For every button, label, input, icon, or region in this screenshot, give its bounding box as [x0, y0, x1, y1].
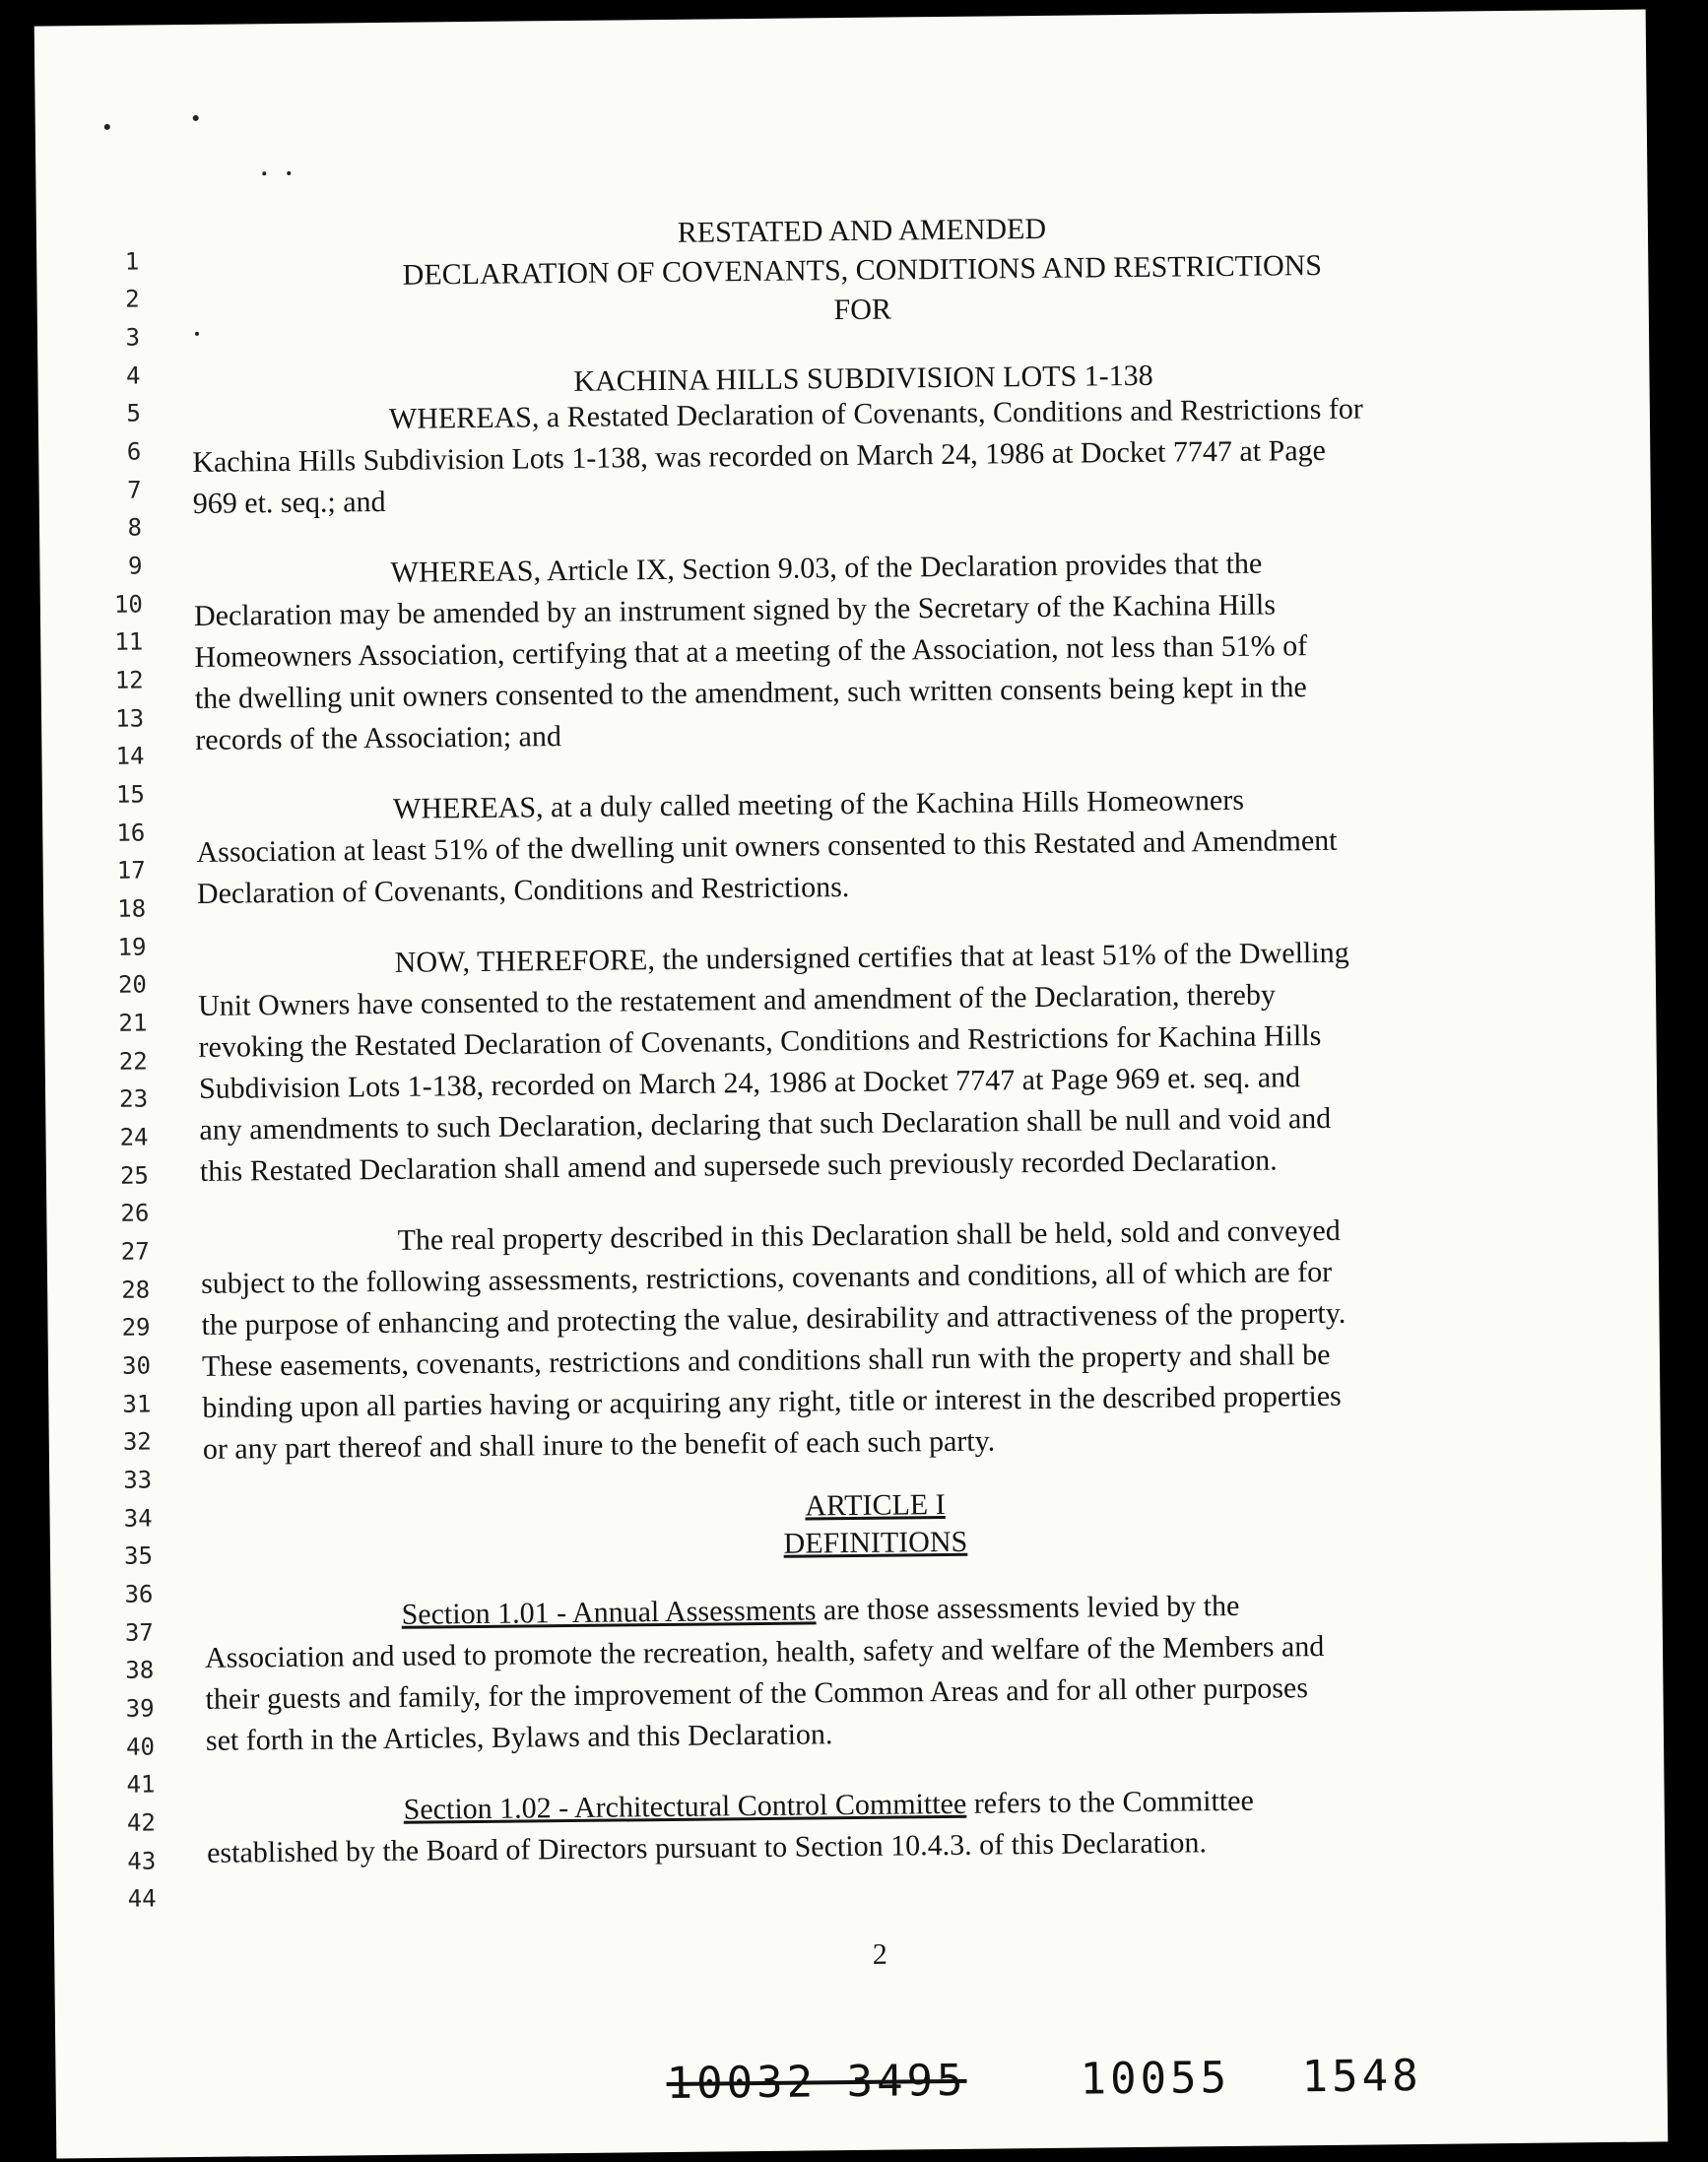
line-number: 33 — [123, 1466, 153, 1494]
scan-speck — [193, 115, 199, 121]
section-1-01-text: are those assessments levied by the — [816, 1589, 1240, 1627]
section-1-02-line-1 — [404, 1785, 1254, 1827]
title-line-3: FOR — [833, 293, 892, 327]
section-1-02-text: refers to the Committee — [966, 1784, 1254, 1820]
paragraph-1-line-2: Kachina Hills Subdivision Lots 1-138, was recorded on March 24, 1986 at Docket 7747 at Page — [192, 433, 1327, 479]
section-1-01-line-4: set forth in the Articles, Bylaws and this Declaration. — [205, 1718, 833, 1757]
line-number: 7 — [127, 476, 142, 504]
line-number: 29 — [121, 1313, 151, 1342]
paragraph-2-line-3: Homeowners Association, certifying that at a meeting of the Association, not less than 51% of — [194, 629, 1308, 674]
line-number: 4 — [125, 361, 141, 390]
line-number: 1 — [124, 247, 140, 276]
paragraph-4-line-6: this Restated Declaration shall amend and supersede such previously recorded Declaration. — [199, 1144, 1278, 1188]
line-number: 8 — [127, 513, 143, 542]
page-stamp: 1548 — [1301, 2050, 1422, 2103]
paragraph-5-line-6: or any part thereof and shall inure to the benefit of each such party. — [202, 1424, 996, 1466]
section-1-01-line-1 — [401, 1590, 1239, 1632]
line-number: 36 — [124, 1580, 154, 1608]
line-number: 25 — [119, 1161, 150, 1190]
paragraph-1-line-3: 969 et. seq.; and — [192, 485, 386, 520]
line-number: 34 — [123, 1504, 153, 1533]
line-number: 12 — [114, 666, 144, 694]
paragraph-4-line-1: NOW, THEREFORE, the undersigned certifies that at least 51% of the Dwelling — [394, 936, 1349, 979]
line-number: 6 — [126, 437, 142, 466]
line-number: 20 — [117, 970, 148, 999]
document-page — [34, 9, 1669, 2158]
section-1-01-line-3: their guests and family, for the improvement of the Common Areas and for all other purposes — [205, 1671, 1309, 1716]
line-number: 5 — [126, 399, 141, 427]
line-number: 44 — [127, 1884, 157, 1913]
section-1-02-title: Section 1.02 - Architectural Control Committee — [403, 1787, 967, 1826]
line-number: 22 — [118, 1047, 148, 1076]
line-number: 23 — [119, 1084, 149, 1113]
paragraph-5-line-4: These easements, covenants, restrictions and conditions shall run with the property and shall be — [201, 1338, 1331, 1383]
article-subheading: DEFINITIONS — [783, 1525, 968, 1560]
page-number: 2 — [872, 1937, 887, 1971]
paragraph-5-line-2: subject to the following assessments, restrictions, covenants and conditions, all of which are for — [200, 1255, 1333, 1300]
line-number: 37 — [124, 1618, 154, 1647]
paragraph-5-line-1: The real property described in this Declaration shall be held, sold and conveyed — [397, 1213, 1341, 1257]
paragraph-2-line-4: the dwelling unit owners consented to the amendment, such written consents being kept in the — [194, 671, 1307, 715]
line-number: 41 — [126, 1770, 156, 1799]
paragraph-3-line-1: WHEREAS, at a duly called meeting of the Kachina Hills Homeowners — [392, 783, 1245, 825]
section-1-01-title: Section 1.01 - Annual Assessments — [401, 1594, 817, 1631]
struck-docket-number: 10032 3495 — [666, 2055, 967, 2110]
line-number: 32 — [122, 1427, 152, 1456]
title-line-2: DECLARATION OF COVENANTS, CONDITIONS AND RESTRICTIONS — [402, 248, 1323, 292]
line-number: 27 — [120, 1237, 150, 1266]
paragraph-4-line-2: Unit Owners have consented to the restatement and amendment of the Declaration, thereby — [197, 978, 1277, 1022]
line-number: 9 — [127, 552, 143, 580]
line-number: 42 — [126, 1808, 156, 1837]
paragraph-5-line-5: binding upon all parties having or acquiring any right, title or interest in the described properties — [202, 1379, 1342, 1424]
line-number: 2 — [125, 285, 140, 313]
section-1-01-line-2: Association and used to promote the recreation, health, safety and welfare of the Members and — [204, 1630, 1325, 1674]
scan-speck — [104, 124, 110, 130]
scan-speck — [287, 171, 291, 175]
paragraph-3-line-2: Association at least 51% of the dwelling unit owners consented to this Restated and Amendment — [196, 823, 1338, 869]
section-1-02-line-2: established by the Board of Directors pursuant to Section 10.4.3. of this Declaration. — [206, 1826, 1208, 1869]
line-number: 11 — [114, 627, 144, 656]
line-number: 21 — [118, 1009, 148, 1037]
scan-speck — [262, 171, 266, 175]
line-number: 17 — [116, 856, 146, 884]
line-number: 16 — [116, 819, 146, 847]
title-line-4: KACHINA HILLS SUBDIVISION LOTS 1-138 — [573, 359, 1153, 398]
line-number: 38 — [125, 1656, 155, 1684]
line-number: 31 — [122, 1390, 152, 1418]
line-number: 35 — [123, 1541, 154, 1570]
paragraph-4-line-5: any amendments to such Declaration, declaring that such Declaration shall be null and void and — [199, 1101, 1332, 1147]
paragraph-4-line-3: revoking the Restated Declaration of Covenants, Conditions and Restrictions for Kachina Hills — [198, 1019, 1322, 1064]
article-heading: ARTICLE I — [805, 1488, 946, 1523]
line-number: 24 — [119, 1123, 149, 1151]
paragraph-5-line-3: the purpose of enhancing and protecting the value, desirability and attractiveness of the property. — [201, 1296, 1347, 1342]
line-number: 19 — [117, 933, 147, 961]
paragraph-4-line-4: Subdivision Lots 1-138, recorded on March 24, 1986 at Docket 7747 at Page 969 et. seq. and — [198, 1061, 1301, 1105]
docket-stamp: 10055 — [1080, 2053, 1231, 2105]
line-number: 14 — [115, 742, 145, 770]
line-number: 28 — [121, 1276, 151, 1304]
line-number: 13 — [115, 704, 145, 733]
line-number: 39 — [125, 1694, 155, 1723]
paragraph-1-line-1: WHEREAS, a Restated Declaration of Covenants, Conditions and Restrictions for — [388, 392, 1364, 435]
paragraph-2-line-1: WHEREAS, Article IX, Section 9.03, of the Declaration provides that the — [390, 547, 1263, 589]
line-number: 18 — [117, 894, 147, 923]
paragraph-2-line-5: records of the Association; and — [195, 720, 562, 756]
title-line-1: RESTATED AND AMENDED — [677, 212, 1047, 249]
line-number: 3 — [125, 323, 141, 352]
line-number: 30 — [121, 1351, 152, 1380]
line-number: 26 — [120, 1199, 150, 1227]
line-number: 15 — [115, 780, 146, 809]
line-number: 10 — [113, 590, 144, 619]
line-number: 43 — [127, 1847, 157, 1875]
paragraph-2-line-2: Declaration may be amended by an instrument signed by the Secretary of the Kachina Hills — [193, 588, 1277, 632]
paragraph-3-line-3: Declaration of Covenants, Conditions and Restrictions. — [196, 871, 850, 910]
line-number: 40 — [125, 1733, 156, 1761]
